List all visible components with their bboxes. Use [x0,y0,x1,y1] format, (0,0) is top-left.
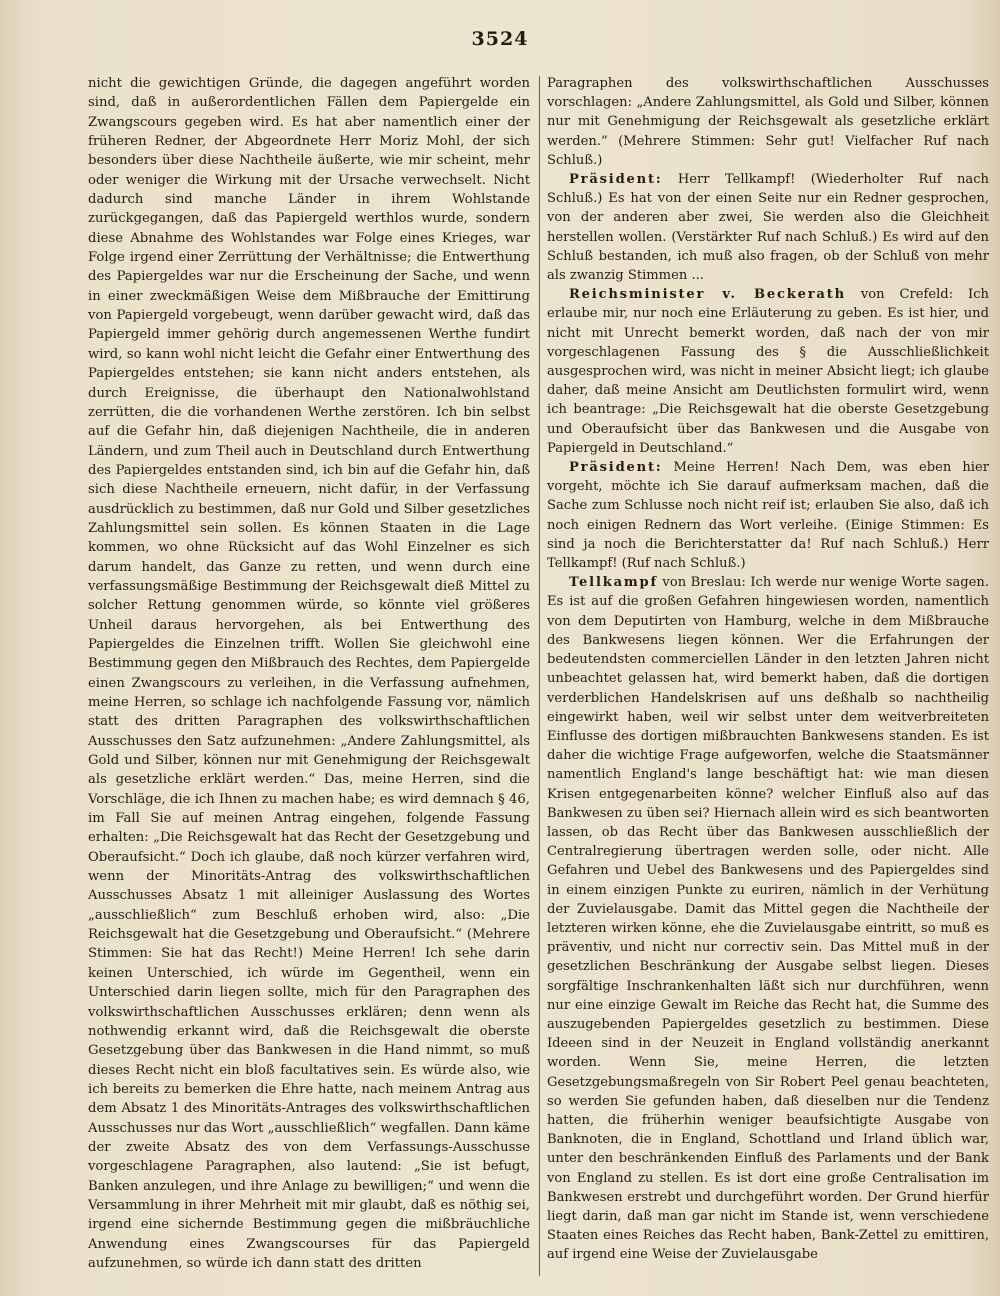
left-column [88,74,530,1273]
speech-text: Herr Tellkampf! (Wiederholter Ruf nach Schluß.) Es hat von der einen Seite nur ein Redner gesprochen, von der anderen aber zwei, Sie werden also die Gleichheit herstellen wollen. (Verstärkter Ruf nach Schluß.) Es wird auf den Schluß bestanden, ich muß also fragen, ob der Schluß von mehr als zwanzig Stimmen ... [547,172,989,284]
paragraph: nicht die gewichtigen Gründe, die dagegen angeführt worden sind, daß in außerordentlichen Fällen dem Papiergelde ein Zwangscours gegeben wird. Es hat aber namentlich einer der früheren Redner, der Abgeordnete Herr Moriz Mohl, der sich besonders über diese Nachtheile äußerte, wie mir scheint, mehr oder weniger die Wirkung mit der Ursache verwechselt. Nicht dadurch sind manche Länder in ihrem Wohlstande zurückgegangen, daß das Papiergeld werthlos wurde, sondern diese Abnahme des Wohlstandes war Folge eines Krieges, war Folge irgend einer Zerrüttung der Verhältnisse; die Entwerthung des Papiergeldes war nur die Erscheinung der Sache, und wenn in einer zweckmäßigen Weise dem Mißbrauche der Emittirung von Papiergeld vorgebeugt, wenn darüber gewacht wird, daß das Papiergeld immer gehörig durch angemessenen Werthe fundirt wird, so kann wohl nicht leicht die Gefahr einer Entwerthung des Papiergeldes entstehen; sie kann nicht anders entstehen, als durch Ereignisse, die überhaupt den Nationalwohlstand zerrütten, die die vorhandenen Werthe zerstören. Ich bin selbst auf die Gefahr hin, daß diejenigen Nachtheile, die in anderen Ländern, und zum Theil auch in Deutschland durch Entwerthung des Papiergeldes entstanden sind, ich bin auf die Gefahr hin, daß sich diese Nachtheile erneuern, nicht dafür, in der Verfassung ausdrücklich zu bestimmen, daß nur Gold und Silber gesetzliches Zahlungsmittel sein sollen. Es können Staaten in die Lage kommen, wo ohne Rücksicht auf das Wohl Einzelner es sich darum handelt, das Ganze zu retten, und wenn durch eine verfassungsmäßige Bestimmung der Reichsgewalt dieß Mittel zu solcher Rettung genommen würde, so könnte viel größeres Unheil daraus hervorgehen, als bei Entwerthung des Papiergeldes die Einzelnen trifft. Wollen Sie gleichwohl eine Bestimmung gegen den Mißbrauch des Rechtes, dem Papiergelde einen Zwangscours zu verleihen, in die Verfassung aufnehmen, meine Herren, so schlage ich nachfolgende Fassung vor, nämlich statt des dritten Paragraphen des volkswirthschaftlichen Ausschusses den Satz aufzunehmen: „Andere Zahlungsmittel, als Gold und Silber, können nur mit Genehmigung der Reichsgewalt als gesetzliche erklärt werden.“ Das, meine Herren, sind die Vorschläge, die ich Ihnen zu machen habe; es wird demnach § 46, im Fall Sie auf meinen Antrag eingehen, folgende Fassung erhalten: „Die Reichsgewalt hat das Recht der Gesetzgebung und Oberaufsicht.“ Doch ich glaube, daß noch kürzer verfahren wird, wenn der Minoritäts-Antrag des volkswirthschaftlichen Ausschusses Absatz 1 mit alleiniger Auslassung des Wortes „ausschließlich“ zum Beschluß erhoben wird, also: „Die Reichsgewalt hat die Gesetzgebung und Oberaufsicht.“ (Mehrere Stimmen: Sie hat das Recht!) Meine Herren! Ich sehe darin keinen Unterschied, ich würde im Gegentheil, wenn ein Unterschied darin liegen sollte, mich für den Paragraphen des volkswirthschaftlichen Ausschusses erklären; denn wenn als nothwendig erkannt wird, daß die Reichsgewalt die oberste Gesetzgebung über das Bankwesen in die Hand nimmt, so muß dieses Recht nicht ein bloß facultatives sein. Es würde also, wie ich bereits zu bemerken die Ehre hatte, nach meinem Antrag aus dem Absatz 1 des Minoritäts-Antrages des volkswirthschaftlichen Ausschusses nur das Wort „ausschließlich“ wegfallen. Dann käme der zweite Absatz des von dem Verfassungs-Ausschusse vorgeschlagene Paragraphen, also lautend: „Sie ist befugt, Banken anzulegen, und ihre Anlage zu bewilligen;“ und wenn die Versammlung in ihrer Mehrheit mit mir glaubt, daß es nöthig sei, irgend eine sichernde Bestimmung gegen die mißbräuchliche Anwendung eines Zwangscourses für das Papiergeld aufzunehmen, so würde ich dann statt des dritten [88,76,530,1271]
speech-text: von Breslau: Ich werde nur wenige Worte sagen. Es ist auf die großen Gefahren hingewiesen worden, namentlich von dem Deputirten von Hamburg, welche in dem Mißbrauche des Bankwesens liegen können. Wer die Erfahrungen der bedeutendsten commerciellen Länder in den letzten Jahren nicht unbeachtet gelassen hat, wird bemerkt haben, daß die dortigen verderblichen Handelskrisen auf uns deßhalb so nachtheilig eingewirkt haben, weil wir selbst unter dem weitverbreiteten Einflusse des dortigen mißbrauchten Bankwesens standen. Es ist daher die wichtige Frage aufgeworfen, welche die Staatsmänner namentlich England's lange beschäftigt hat: wie man diesen Krisen entgegenarbeiten könne? welcher Einfluß also auf das Bankwesen zu üben sei? Hiernach allein wird es sich beantworten lassen, ob das Recht über das Bankwesen ausschließlich der Centralregierung übertragen werden solle, oder nicht. Alle Gefahren und Uebel des Bankwesens und des Papiergeldes sind in einem einzigen Punkte zu euriren, nämlich in der Verhütung der Zuvielausgabe. Damit das Mittel gegen die Nachtheile der letzteren wirken könne, ehe die Zuvielausgabe eintritt, so muß es präventiv, und nicht nur correctiv sein. Das Mittel muß in der gesetzlichen Beschränkung der Ausgabe selbst liegen. Dieses sorgfältige Inschrankenhalten läßt sich nur durchführen, wenn nur eine einzige Gewalt im Reiche das Recht hat, die Summe des auszugebenden Papiergeldes gesetzlich zu bestimmen. Diese Ideeen sind in der Neuzeit in England vollständig anerkannt worden. Wenn Sie, meine Herren, die letzten Gesetzgebungsmaßregeln von Sir Robert Peel genau beachteten, so werden Sie gefunden haben, daß dieselben nur die Tendenz hatten, die früherhin weniger beaufsichtigte Ausgabe von Banknoten, die in England, Schottland und Irland üblich war, unter den beschränkenden Einfluß des Parlaments und der Bank von England zu stellen. Es ist dort eine große Centralisation im Bankwesen erstrebt und durchgeführt worden. Der Grund hierfür liegt darin, daß man gar nicht im Stande ist, wenn verschiedene Staaten eines Reiches das Recht haben, Bank-Zettel zu emittiren, auf irgend eine Weise der Zuvielausgabe [547,575,989,1263]
speaker-name: Reichsminister v. Beckerath [569,287,846,303]
column-divider [539,76,540,1276]
speech-text: Meine Herren! Nach Dem, was eben hier vorgeht, möchte ich Sie darauf aufmerksam machen, daß die Sache zum Schlusse noch nicht reif ist; erlauben Sie also, daß ich noch einigen Rednern das Wort verleihe. (Einige Stimmen: Es sind ja noch die Berichterstatter da! Ruf nach Schluß.) Herr Tellkampf! (Ruf nach Schluß.) [547,460,989,572]
speaker-name: Tellkampf [569,575,658,591]
speech-paragraph [547,573,989,1264]
speaker-name: Präsident: [569,172,663,188]
page-number: 3524 [471,28,529,50]
speech-paragraph [547,458,989,573]
speaker-name: Präsident: [569,460,663,476]
right-column [547,74,989,1265]
speech-paragraph [547,285,989,458]
speech-paragraph [547,170,989,285]
paragraph: Paragraphen des volkswirthschaftlichen Ausschusses vorschlagen: „Andere Zahlungsmittel, als Gold und Silber, können nur mit Genehmigung der Reichsgewalt als gesetzliche erklärt werden.“ (Mehrere Stimmen: Sehr gut! Vielfacher Ruf nach Schluß.) [547,76,989,168]
speech-text: von Crefeld: Ich erlaube mir, nur noch eine Erläuterung zu geben. Es ist hier, und nicht mit Unrecht bemerkt worden, daß nach der von mir vorgeschlagenen Fassung des § die Ausschließlichkeit ausgesprochen wird, was nicht in meiner Absicht liegt; ich glaube daher, daß meine Ansicht am Deutlichsten formulirt wird, wenn ich beantrage: „Die Reichsgewalt hat die oberste Gesetzgebung und Oberaufsicht über das Bankwesen und die Ausgabe von Papiergeld in Deutschland.“ [547,287,989,456]
